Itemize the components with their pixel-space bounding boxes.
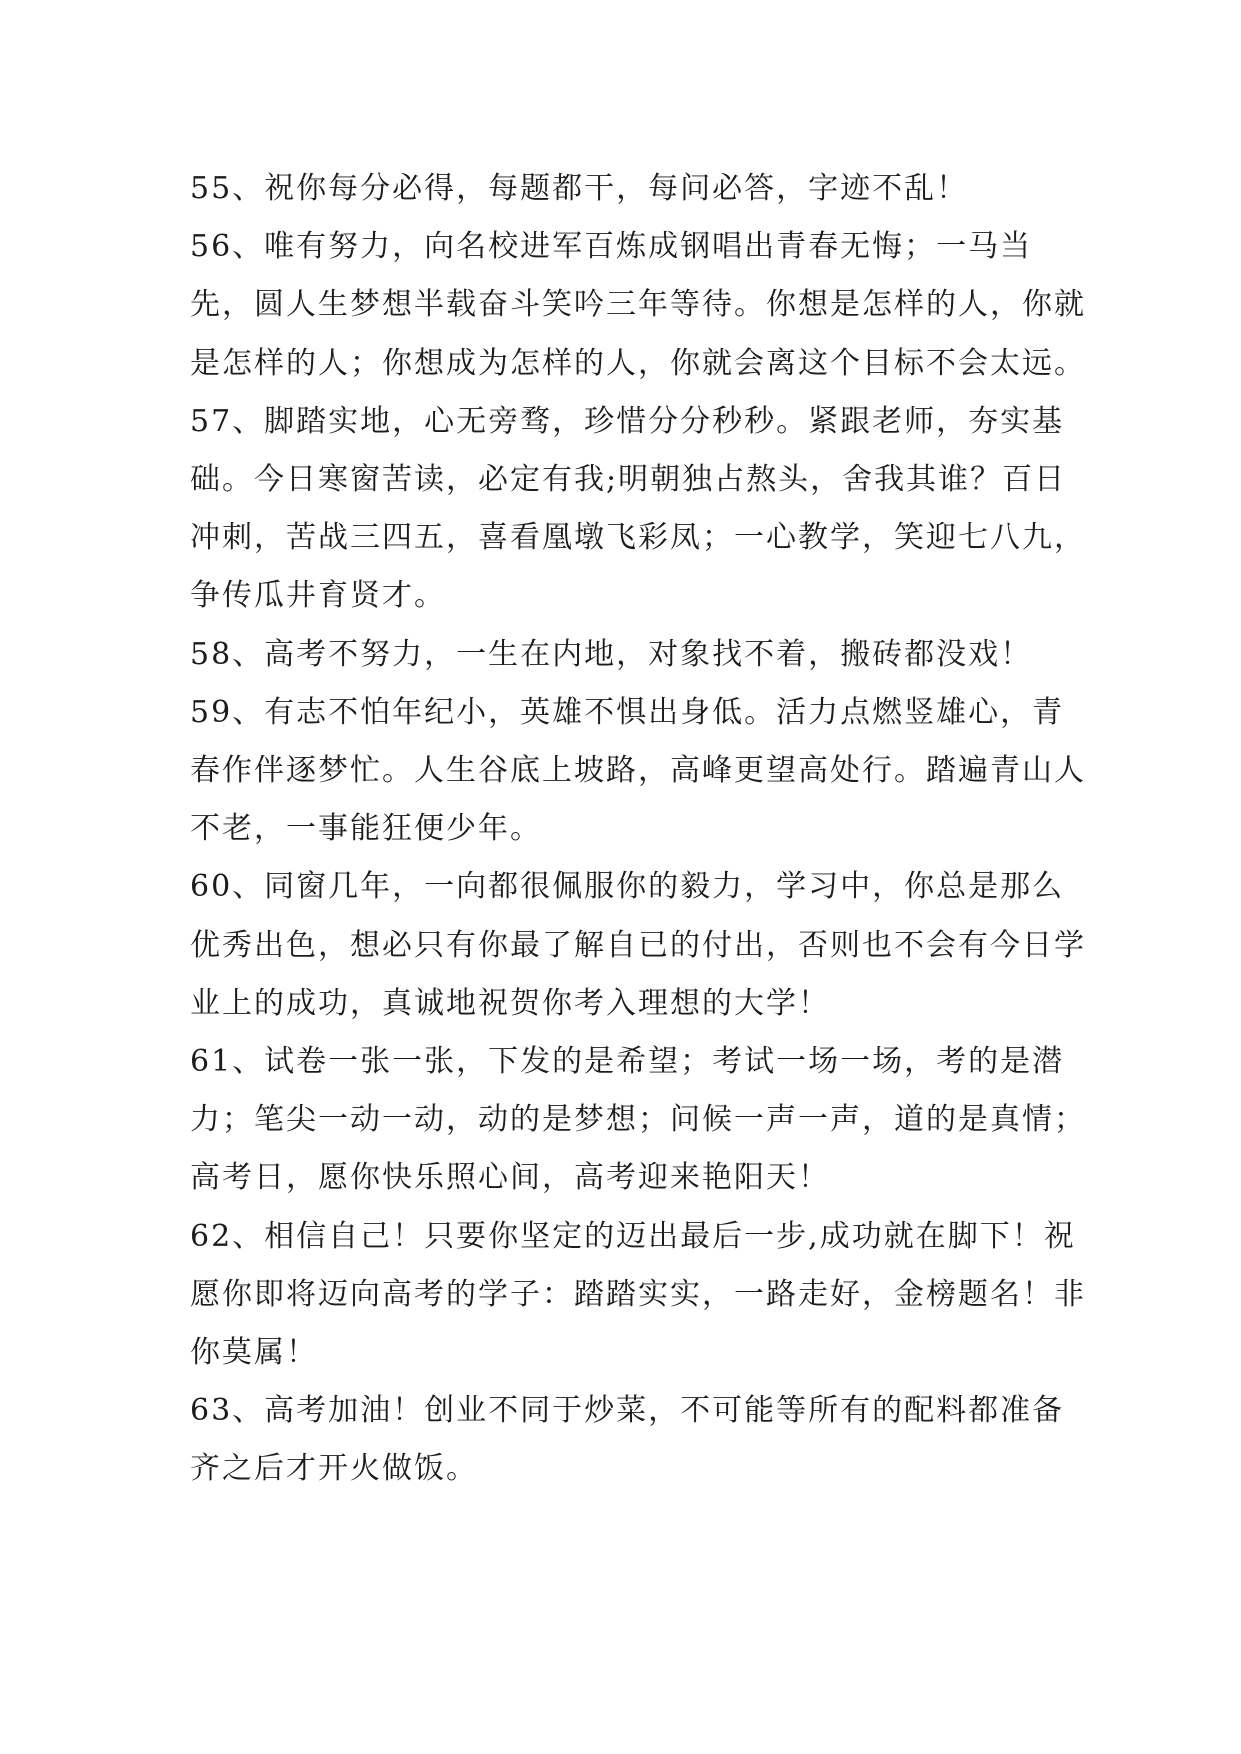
- list-item: 63、高考加油！创业不同于炒菜，不可能等所有的配料都准备齐之后才开火做饭。: [190, 1393, 1065, 1487]
- list-item: 60、同窗几年，一向都很佩服你的毅力，学习中，你总是那么优秀出色，想必只有你最了解自已的付出，否则也不会有今日学业上的成功，真诚地祝贺你考入理想的大学！: [190, 869, 1086, 1021]
- list-item: 59、有志不怕年纪小，英雄不惧出身低。活力点燃竖雄心，青春作伴逐梦忙。人生谷底上坡路，高峰更望高处行。踏遍青山人不老，一事能狂便少年。: [190, 694, 1086, 847]
- list-item: 61、试卷一张一张，下发的是希望；考试一场一场，考的是潜力；笔尖一动一动，动的是梦想；问候一声一声，道的是真情；高考日，愿你快乐照心间，高考迎来艳阳天！: [190, 1044, 1086, 1196]
- list-item: 55、祝你每分必得，每题都干，每问必答，字迹不乱！: [190, 171, 969, 206]
- list-item: 56、唯有努力，向名校进军百炼成钢唱出青春无悔；一马当先，圆人生梦想半载奋斗笑吟三年等待。你想是怎样的人，你就是怎样的人；你想成为怎样的人，你就会离这个目标不会太远。: [190, 229, 1086, 381]
- list-item: 62、相信自己！只要你坚定的迈出最后一步,成功就在脚下！祝愿你即将迈向高考的学子：踏踏实实，一路走好，金榜题名！非你莫属！: [190, 1218, 1086, 1371]
- list-item: 58、高考不努力，一生在内地，对象找不着，搬砖都没戏！: [190, 636, 1033, 672]
- list-item: 57、脚踏实地，心无旁骛，珍惜分分秒秒。紧跟老师，夯实基础。今日寒窗苦读，必定有我;明朝独占熬头，舍我其谁？百日冲刺，苦战三四五，喜看凰墩飞彩凤；一心教学，笑迎七八九，争传瓜井育贤才。: [190, 403, 1086, 614]
- document-body: [190, 160, 1090, 1499]
